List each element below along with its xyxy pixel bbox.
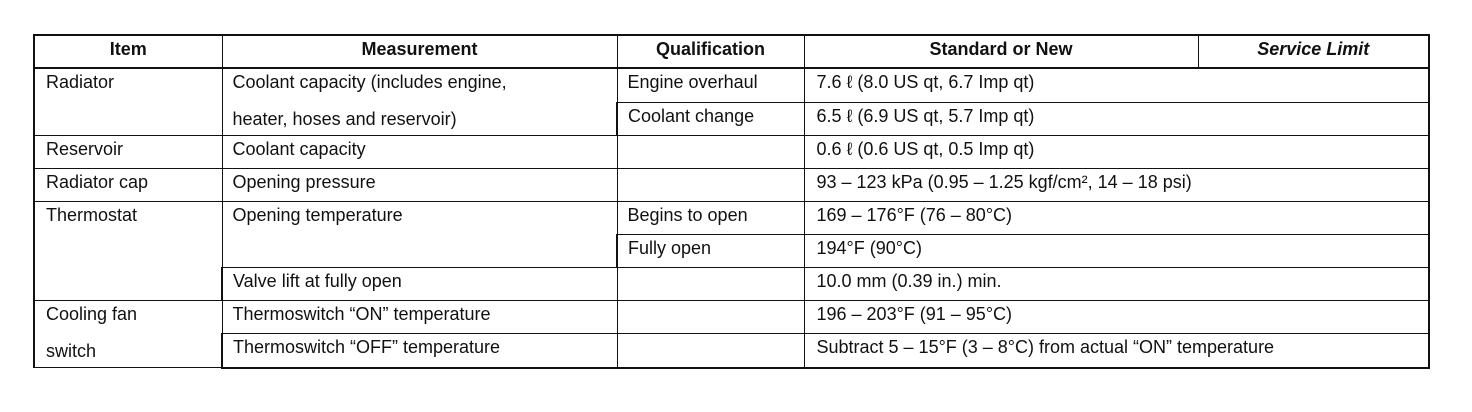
item-cell-radiator <box>34 68 222 136</box>
standard-cell: 93 – 123 kPa (0.95 – 1.25 kgf/cm², 14 – 18 psi) <box>804 169 1429 202</box>
item-cell-radiator-cap: Radiator cap <box>34 169 222 202</box>
item-label: Radiator <box>46 72 115 92</box>
table-row <box>34 68 1429 102</box>
standard-cell: Subtract 5 – 15°F (3 – 8°C) from actual “ON” temperature <box>804 334 1429 368</box>
measurement-cell: Thermoswitch “OFF” temperature <box>222 334 617 368</box>
qualification-cell <box>617 136 804 169</box>
measurement-cell: Thermoswitch “ON” temperature <box>222 301 617 334</box>
column-header-service-limit: Service Limit <box>1198 35 1429 68</box>
item-cell-reservoir: Reservoir <box>34 136 222 169</box>
cooling-system-spec-table <box>33 34 1430 369</box>
standard-cell: 196 – 203°F (91 – 95°C) <box>804 301 1429 334</box>
table-row <box>34 136 1429 169</box>
standard-cell: 10.0 mm (0.39 in.) min. <box>804 268 1429 301</box>
qualification-cell: Begins to open <box>617 202 804 235</box>
qualification-cell: Coolant change <box>617 102 804 136</box>
table-row <box>34 334 1429 368</box>
column-header-measurement: Measurement <box>222 35 617 68</box>
standard-cell: 194°F (90°C) <box>804 235 1429 268</box>
column-header-standard: Standard or New <box>804 35 1198 68</box>
item-cell-cooling-fan-switch <box>34 301 222 368</box>
measurement-cell: Coolant capacity <box>222 136 617 169</box>
standard-cell: 169 – 176°F (76 – 80°C) <box>804 202 1429 235</box>
measurement-label-line: Coolant capacity (includes engine, <box>232 72 507 92</box>
table-row <box>34 301 1429 334</box>
column-header-qualification: Qualification <box>617 35 804 68</box>
table-row <box>34 169 1429 202</box>
item-label-line: Cooling fan <box>46 304 138 324</box>
qualification-cell <box>617 334 804 368</box>
measurement-cell <box>222 68 617 136</box>
standard-cell: 7.6 ℓ (8.0 US qt, 6.7 Imp qt) <box>804 68 1429 102</box>
qualification-cell <box>617 268 804 301</box>
item-cell-thermostat: Thermostat <box>34 202 222 301</box>
qualification-cell: Engine overhaul <box>617 68 804 102</box>
measurement-cell: Valve lift at fully open <box>222 268 617 301</box>
qualification-cell: Fully open <box>617 235 804 268</box>
item-label-line: switch <box>46 341 97 361</box>
column-header-item: Item <box>34 35 222 68</box>
standard-cell: 6.5 ℓ (6.9 US qt, 5.7 Imp qt) <box>804 102 1429 136</box>
standard-cell: 0.6 ℓ (0.6 US qt, 0.5 Imp qt) <box>804 136 1429 169</box>
measurement-cell: Opening pressure <box>222 169 617 202</box>
table-row <box>34 202 1429 235</box>
table-header-row <box>34 35 1429 68</box>
measurement-label-line: heater, hoses and reservoir) <box>232 109 457 129</box>
qualification-cell <box>617 169 804 202</box>
measurement-cell: Opening temperature <box>222 202 617 268</box>
qualification-cell <box>617 301 804 334</box>
table-row <box>34 268 1429 301</box>
